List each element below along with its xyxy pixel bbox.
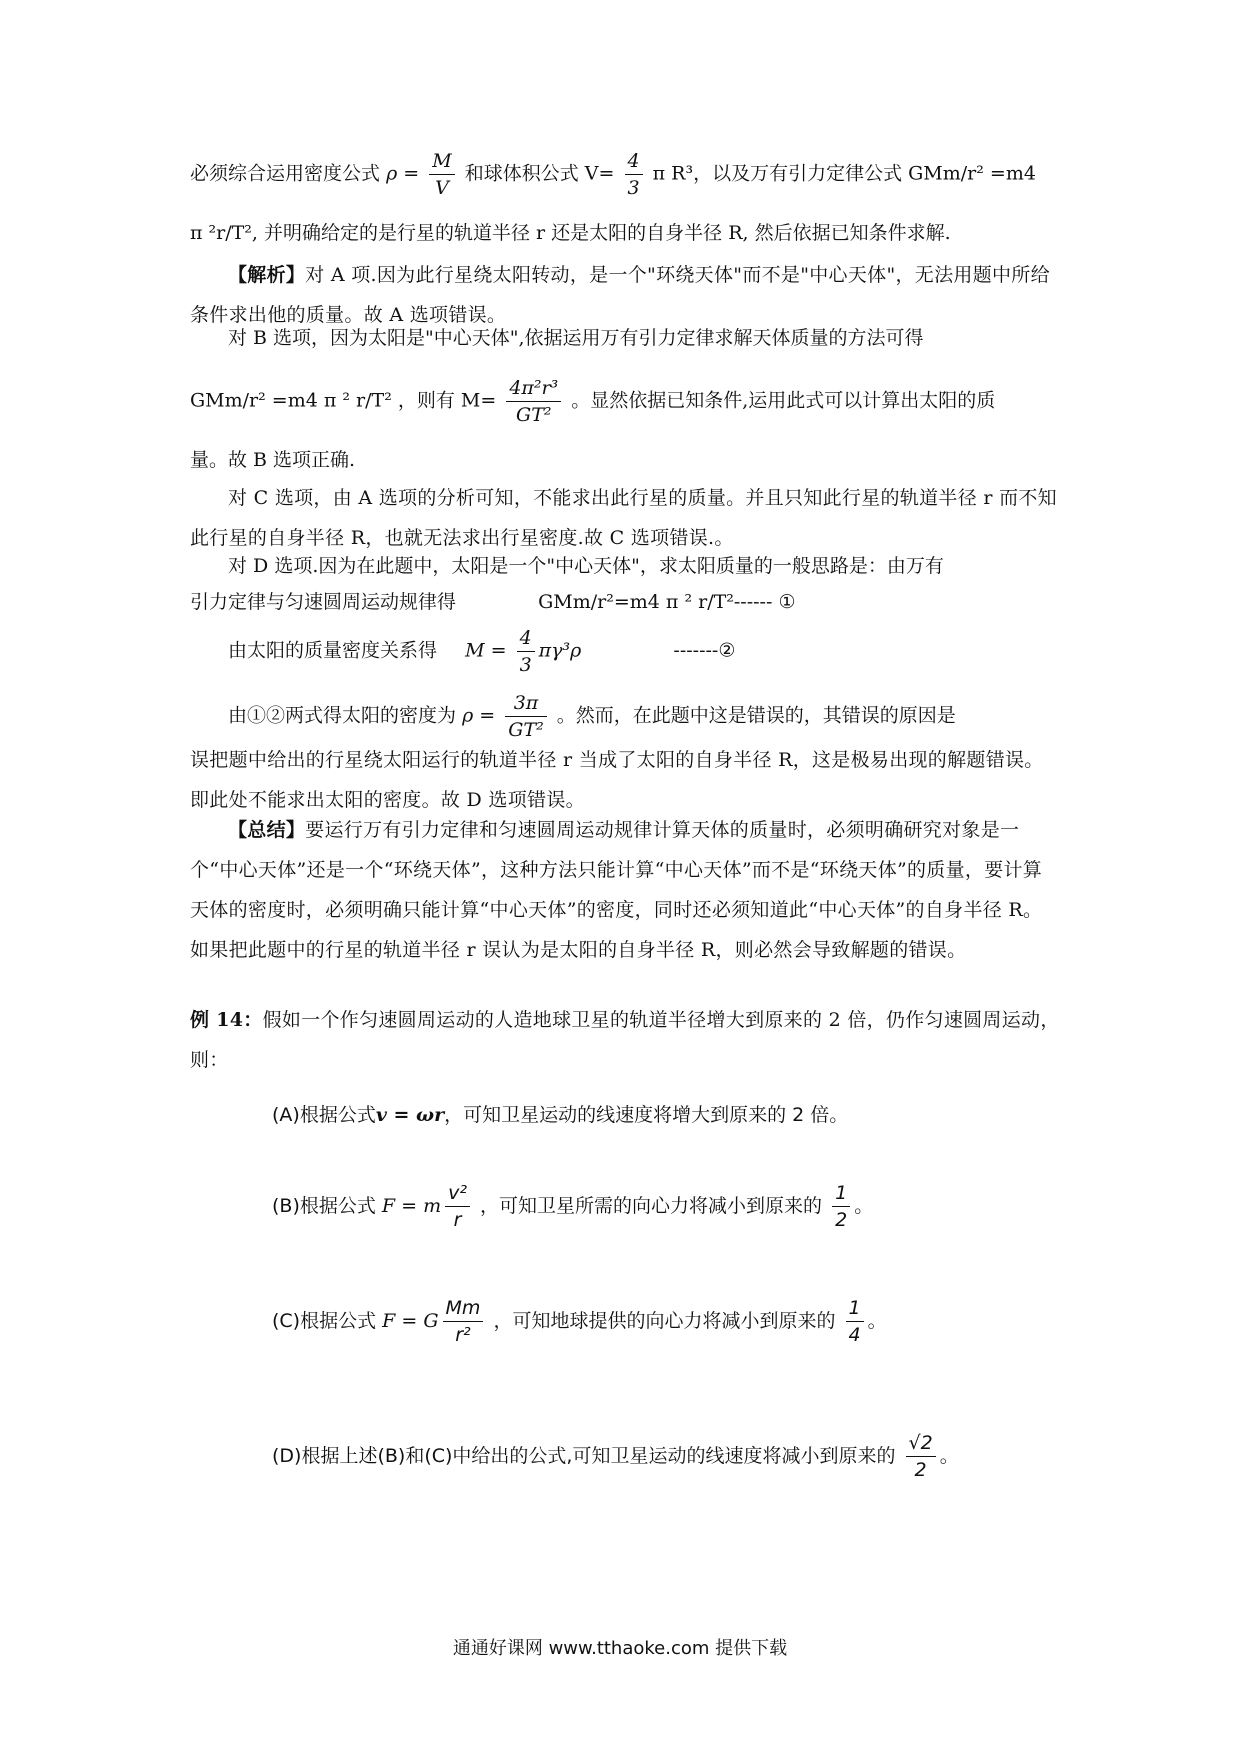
option-c-paragraph: 对 C 选项，由 A 选项的分析可知，不能求出此行星的质量。并且只知此行星的轨道半径 r 而不知此行星的自身半径 R，也就无法求出行星密度.故 C 选项错误.。 <box>190 487 1057 549</box>
option-b-line-1: 对 B 选项，因为太阳是"中心天体",依据运用万有引力定律求解天体质量的方法可得 <box>228 327 924 349</box>
mass-density-fraction: $\frac{4}{3}$ <box>517 625 535 678</box>
centripetal-formula: $\frac{\text{v²}}{r}$ <box>445 1180 470 1233</box>
formula-v-omega-r: v = ωr <box>375 1104 445 1126</box>
option-c: (C)根据公式 F = G $\frac{Mm}{\text{r²}}$ ，可知地球提供的向心力将减小到原来的 $\frac{1}{4}$ 。 <box>272 1297 887 1346</box>
intro-line-2: π ²r/T², 并明确给定的是行星的轨道半径 r 还是太阳的自身半径 R, 然后依据已知条件求解. <box>190 222 951 244</box>
gravity-formula: $\frac{Mm}{\text{r²}}$ <box>443 1295 484 1348</box>
option-d: (D)根据上述(B)和(C)中给出的公式,可知卫星运动的线速度将减小到原来的 $\frac{√2}{2}$ 。 <box>272 1432 959 1481</box>
option-b-line-3: 量。故 B 选项正确. <box>190 449 356 471</box>
root-two-half-fraction: $\frac{√2}{2}$ <box>906 1430 936 1483</box>
option-d-line-4: 由①②两式得太阳的密度为 ρ = $\frac{3\pi}{\text{GT²}}$ 。然而，在此题中这是错误的，其错误的原因是 <box>228 692 956 741</box>
density-fraction: $\frac{M}{V}$ <box>429 148 454 201</box>
rho-symbol: ρ = <box>386 162 420 185</box>
option-d-paragraph-end: 误把题中给出的行星绕太阳运行的轨道半径 r 当成了太阳的自身半径 R，这是极易出现的解题错误。即此处不能求出太阳的密度。故 D 选项错误。 <box>190 749 1044 811</box>
intro-line-1: 必须综合运用密度公式 ρ = $\frac{M}{V}$ 和球体积公式 V= $\frac{4}{3}$ π R³，以及万有引力定律公式 GMm/r² =m4 <box>190 150 1036 199</box>
analysis-paragraph: 【解析】对 A 项.因为此行星绕太阳转动，是一个"环绕天体"而不是"中心天体"，无法用题中所给条件求出他的质量。故 A 选项错误。 <box>190 264 1050 326</box>
summary-paragraph: 【总结】要运行万有引力定律和匀速圆周运动规律计算天体的质量时，必须明确研究对象是一个“中心天体”还是一个“环绕天体”，这种方法只能计算“中心天体”而不是“环绕天体”的质量，要计算天体的密度时，必须明确只能计算“中心天体”的密度，同时还必须知道此“中心天体”的自身半径 R。如果把此题中的行星的轨道半径 r 误认为是太阳的自身半径 R，则必然会导致解题的错误。 <box>190 819 1043 961</box>
option-d-line-3: 由太阳的质量密度关系得 M = $\frac{4}{3}$ πγ³ρ -------② <box>228 627 736 676</box>
option-d-line-2: 引力定律与匀速圆周运动规律得 GMm/r²=m4 π ² r/T²------ ① <box>190 591 796 613</box>
half-fraction: $\frac{1}{2}$ <box>832 1180 850 1233</box>
page-footer: 通通好课网 www.tthaoke.com 提供下载 <box>452 1638 788 1659</box>
quarter-fraction: $\frac{1}{4}$ <box>846 1295 864 1348</box>
intro-text: 必须综合运用密度公式 <box>190 162 381 185</box>
sun-density-fraction: $\frac{3\pi}{\text{GT²}}$ <box>505 690 546 743</box>
volume-fraction: $\frac{4}{3}$ <box>625 148 643 201</box>
option-b-line-2: GMm/r² =m4 π ² r/T² ，则有 M= $\frac{\text{4π²r³}}{\text{GT²}}$ 。显然依据已知条件,运用此式可以计算出太阳的质 <box>190 377 996 426</box>
option-d-line-1: 对 D 选项.因为在此题中，太阳是一个"中心天体"，求太阳质量的一般思路是：由万有 <box>228 555 944 577</box>
option-a: (A)根据公式v = ωr，可知卫星运动的线速度将增大到原来的 2 倍。 <box>272 1104 849 1126</box>
example-14: 例 14：假如一个作匀速圆周运动的人造地球卫星的轨道半径增大到原来的 2 倍，仍作匀速圆周运动，则： <box>190 1009 1060 1071</box>
mass-fraction: $\frac{\text{4π²r³}}{\text{GT²}}$ <box>506 375 561 428</box>
option-b: (B)根据公式 F = m $\frac{\text{v²}}{r}$ ，可知卫星所需的向心力将减小到原来的 $\frac{1}{2}$ 。 <box>272 1182 874 1231</box>
